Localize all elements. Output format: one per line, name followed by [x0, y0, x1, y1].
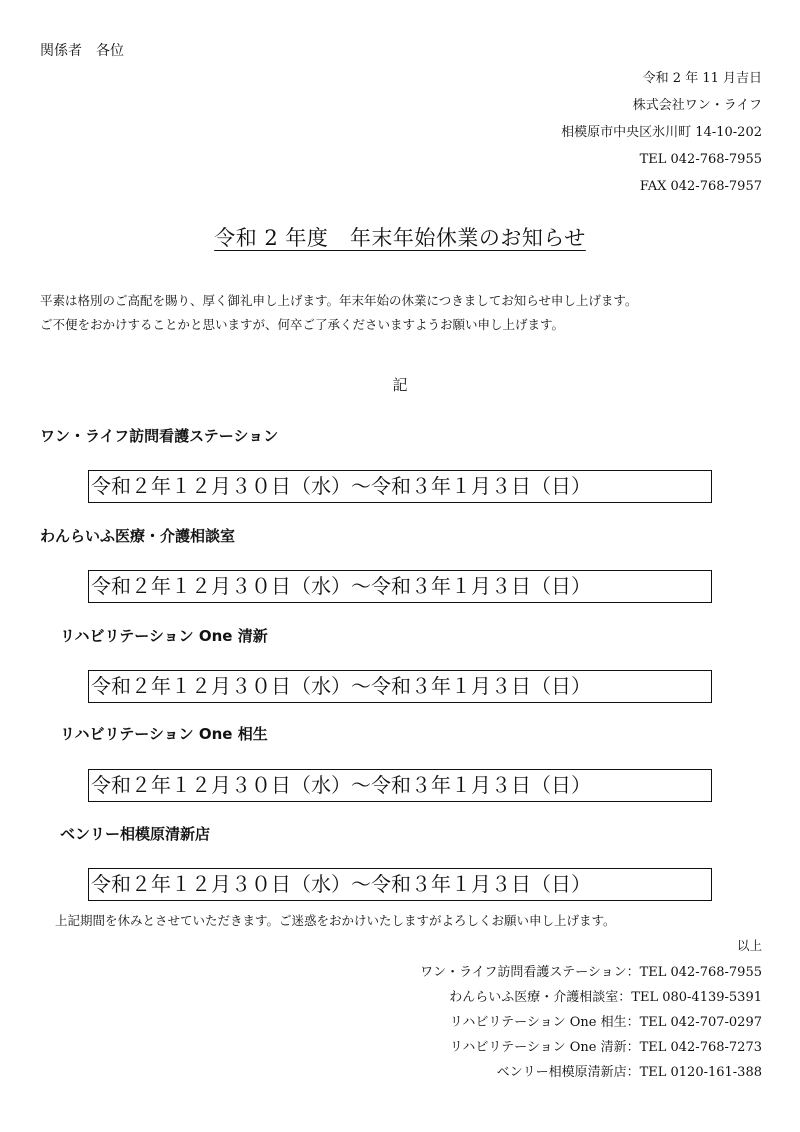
facility-name: ワン・ライフ訪問看護ステーション — [40, 427, 279, 445]
sender-block — [561, 65, 762, 200]
company-address: 相模原市中央区氷川町 14-10-202 — [561, 125, 762, 140]
notice-title — [0, 222, 800, 252]
closure-period-box: 令和２年１２月３０日（水）～令和３年１月３日（日） — [88, 470, 712, 503]
contact-line: わんらいふ医療・介護相談室：TEL 080-4139-5391 — [449, 990, 762, 1005]
closing-text: 上記期間を休みとさせていただきます。ご迷惑をおかけいたしますがよろしくお願い申し上げます。 — [55, 913, 616, 928]
closure-period-box: 令和２年１２月３０日（水）～令和３年１月３日（日） — [88, 868, 712, 901]
issue-date: 令和 2 年 11 月吉日 — [642, 71, 762, 86]
facility-name: リハビリテーション One 清新 — [60, 627, 268, 645]
ijo-closing: 以上 — [736, 938, 762, 953]
contact-line: リハビリテーション One 相生：TEL 042-707-0297 — [449, 1015, 762, 1030]
company-tel: TEL 042-768-7955 — [639, 152, 762, 167]
contact-list — [420, 960, 762, 1085]
company-name: 株式会社ワン・ライフ — [632, 98, 762, 113]
ki-heading: 記 — [392, 376, 408, 394]
notice-title-text: 令和 2 年度 年末年始休業のお知らせ — [214, 226, 586, 250]
closure-period-box: 令和２年１２月３０日（水）～令和３年１月３日（日） — [88, 670, 712, 703]
closure-period-box: 令和２年１２月３０日（水）～令和３年１月３日（日） — [88, 570, 712, 603]
facility-name: わんらいふ医療・介護相談室 — [40, 527, 236, 545]
company-fax: FAX 042-768-7957 — [639, 179, 762, 194]
facility-name: リハビリテーション One 相生 — [60, 725, 268, 743]
recipient: 関係者 各位 — [40, 43, 124, 59]
intro-line: 平素は格別のご高配を賜り、厚く御礼申し上げます。年末年始の休業につきましてお知らせ申し上げます。 — [40, 293, 638, 308]
facility-name: ベンリー相模原清新店 — [60, 825, 211, 843]
contact-line: リハビリテーション One 清新：TEL 042-768-7273 — [449, 1040, 762, 1055]
closure-period-box: 令和２年１２月３０日（水）～令和３年１月３日（日） — [88, 769, 712, 802]
contact-line: ベンリー相模原清新店：TEL 0120-161-388 — [496, 1065, 762, 1080]
intro-line: ご不便をおかけすることかと思いますが、何卒ご了承くださいますようお願い申し上げます。 — [40, 317, 565, 332]
contact-line: ワン・ライフ訪問看護ステーション：TEL 042-768-7955 — [420, 965, 762, 980]
intro-text — [40, 289, 637, 337]
